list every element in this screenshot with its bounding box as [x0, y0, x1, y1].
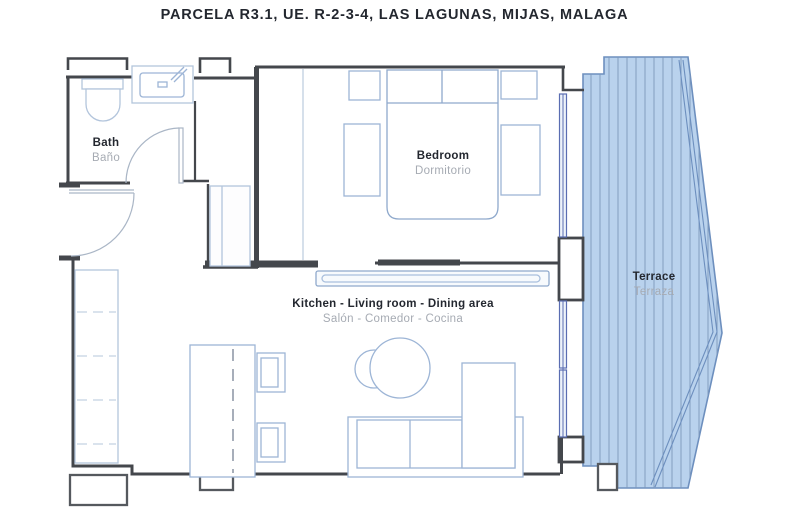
round-table	[355, 338, 430, 398]
terrace-label-en: Terrace	[632, 271, 676, 283]
doors	[69, 128, 183, 256]
terrace-label	[633, 270, 676, 300]
wall-stub-top-left	[68, 59, 127, 71]
bath-door	[126, 128, 183, 183]
living-label-es: Salón - Comedor - Cocina	[322, 313, 464, 325]
plan-title: PARCELA R3.1, UE. R-2-3-4, LAS LAGUNAS, MIJAS, MALAGA	[160, 7, 629, 23]
island-chair-top	[257, 353, 285, 392]
hall-closet	[210, 186, 250, 266]
living-label-en: Kitchen - Living room - Dining area	[292, 298, 494, 310]
bath-label	[92, 136, 120, 166]
living-label	[292, 297, 494, 327]
terrace-label-es: Terraza	[633, 286, 675, 298]
sofa-chaise	[462, 363, 515, 468]
kitchen-counter	[75, 270, 118, 463]
bedroom-label	[415, 149, 471, 179]
side-table-left	[344, 124, 380, 196]
nightstand-left	[349, 71, 380, 100]
bath-label-en: Bath	[92, 137, 120, 149]
bedroom-label-en: Bedroom	[416, 150, 470, 162]
nightstand-right	[501, 71, 537, 99]
entry-door	[69, 190, 134, 256]
terrace-step	[598, 464, 617, 490]
bedroom-label-es: Dormitorio	[414, 165, 472, 177]
entry-porch-step	[70, 475, 127, 505]
bath-fixtures	[82, 66, 193, 121]
sliding-partition	[316, 271, 549, 286]
wall-stub-top-mid	[200, 59, 230, 74]
bath-label-es: Baño	[91, 152, 121, 164]
steps	[70, 464, 617, 505]
kitchen-island	[190, 345, 255, 477]
island-chair-bottom	[257, 423, 285, 462]
bath-vanity-sink	[132, 66, 193, 103]
side-table-right	[501, 125, 540, 195]
double-bed	[387, 70, 498, 219]
toilet	[82, 79, 123, 121]
wall-pier-mid	[559, 238, 583, 300]
